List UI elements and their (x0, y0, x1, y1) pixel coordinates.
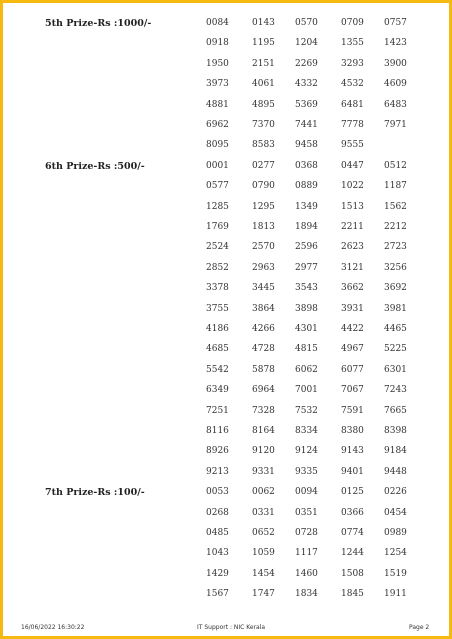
ticket-number: 5878 (252, 364, 275, 375)
ticket-number: 3981 (384, 303, 407, 314)
ticket-number: 3755 (206, 303, 229, 314)
ticket-number: 1117 (295, 548, 318, 559)
ticket-number: 0570 (295, 18, 318, 28)
ticket-number: 3931 (341, 303, 364, 314)
ticket-number: 2596 (295, 242, 318, 253)
ticket-number: 4061 (252, 79, 275, 90)
ticket-number: 4881 (206, 99, 229, 110)
ticket-number: 0366 (341, 507, 364, 518)
ticket-number: 3378 (206, 283, 229, 294)
ticket-number: 1244 (341, 548, 364, 559)
ticket-number: 6062 (295, 364, 318, 375)
ticket-number: 3293 (341, 58, 364, 69)
ticket-number: 3445 (252, 283, 275, 294)
ticket-number: 7001 (295, 385, 318, 396)
ticket-number: 1295 (252, 201, 275, 212)
ticket-number: 4332 (295, 79, 318, 90)
ticket-number: 3256 (384, 262, 407, 273)
ticket-number: 2269 (295, 58, 318, 69)
ticket-number: 0757 (384, 18, 407, 28)
ticket-number: 1513 (341, 201, 364, 212)
ticket-number: 0053 (206, 487, 229, 498)
ticket-number: 1950 (206, 58, 229, 69)
ticket-number: 2852 (206, 262, 229, 273)
ticket-number: 1508 (341, 568, 364, 579)
ticket-number: 2570 (252, 242, 275, 253)
ticket-number: 0351 (295, 507, 318, 518)
ticket-number: 0790 (252, 181, 275, 192)
ticket-number: 1834 (295, 589, 318, 600)
ticket-number: 4815 (295, 344, 318, 355)
ticket-number: 1254 (384, 548, 407, 559)
ticket-number: 1769 (206, 222, 229, 232)
ticket-number: 0277 (252, 160, 275, 171)
ticket-number: 8095 (206, 140, 229, 151)
ticket-number: 3898 (295, 303, 318, 314)
ticket-number: 6962 (206, 120, 229, 130)
ticket-number: 3864 (252, 303, 275, 314)
ticket-number: 0728 (295, 528, 318, 538)
ticket-number: 0084 (206, 18, 229, 28)
ticket-number: 4895 (252, 99, 275, 110)
ticket-number: 2963 (252, 262, 275, 273)
ticket-number: 1813 (252, 222, 275, 232)
ticket-number: 9335 (295, 466, 318, 477)
ticket-number: 4685 (206, 344, 229, 355)
ticket-number: 2211 (341, 222, 364, 232)
ticket-number: 1845 (341, 589, 364, 600)
prize-section-label: 7th Prize-Rs :100/- (45, 487, 145, 499)
ticket-number: 1460 (295, 568, 318, 579)
ticket-number: 4301 (295, 324, 318, 334)
ticket-number: 1195 (252, 38, 275, 49)
ticket-number: 3692 (384, 283, 407, 294)
ticket-number: 1187 (384, 181, 407, 192)
ticket-number: 3973 (206, 79, 229, 90)
ticket-number: 1562 (384, 201, 407, 212)
ticket-number: 7328 (252, 405, 275, 416)
ticket-number: 9143 (341, 446, 364, 457)
ticket-number: 8380 (341, 426, 364, 436)
ticket-number: 5542 (206, 364, 229, 375)
ticket-number: 0226 (384, 487, 407, 498)
ticket-number: 7971 (384, 120, 407, 130)
ticket-number: 1454 (252, 568, 275, 579)
ticket-number: 6077 (341, 364, 364, 375)
ticket-number: 9124 (295, 446, 318, 457)
ticket-number: 0143 (252, 18, 275, 28)
ticket-number: 0485 (206, 528, 229, 538)
ticket-number: 0652 (252, 528, 275, 538)
ticket-number: 4967 (341, 344, 364, 355)
ticket-number: 5225 (384, 344, 407, 355)
ticket-number: 9555 (341, 140, 364, 151)
footer-page-number: Page 2 (409, 624, 430, 631)
ticket-number: 1355 (341, 38, 364, 49)
ticket-number: 3662 (341, 283, 364, 294)
ticket-number: 9458 (295, 140, 318, 151)
ticket-number: 8583 (252, 140, 275, 151)
ticket-number: 7243 (384, 385, 407, 396)
ticket-number: 9331 (252, 466, 275, 477)
ticket-number: 1894 (295, 222, 318, 232)
ticket-number: 8116 (206, 426, 229, 436)
ticket-number: 8164 (252, 426, 275, 436)
ticket-number: 1059 (252, 548, 275, 559)
ticket-number: 0918 (206, 38, 229, 49)
ticket-number: 7067 (341, 385, 364, 396)
ticket-number: 1911 (384, 589, 407, 600)
ticket-number: 4532 (341, 79, 364, 90)
ticket-number: 2524 (206, 242, 229, 253)
ticket-number: 9213 (206, 466, 229, 477)
ticket-number: 8398 (384, 426, 407, 436)
ticket-number: 0577 (206, 181, 229, 192)
ticket-number: 1285 (206, 201, 229, 212)
ticket-number: 6301 (384, 364, 407, 375)
ticket-number: 4609 (384, 79, 407, 90)
ticket-number: 6481 (341, 99, 364, 110)
prize-section-label: 6th Prize-Rs :500/- (45, 160, 145, 172)
ticket-number: 2977 (295, 262, 318, 273)
ticket-number: 8334 (295, 426, 318, 436)
ticket-number: 7370 (252, 120, 275, 130)
ticket-number: 4465 (384, 324, 407, 334)
ticket-number: 0001 (206, 160, 229, 171)
ticket-number: 1429 (206, 568, 229, 579)
ticket-number: 9401 (341, 466, 364, 477)
ticket-number: 9448 (384, 466, 407, 477)
ticket-number: 3543 (295, 283, 318, 294)
ticket-number: 3121 (341, 262, 364, 273)
ticket-number: 6483 (384, 99, 407, 110)
ticket-number: 1043 (206, 548, 229, 559)
ticket-number: 0268 (206, 507, 229, 518)
ticket-number: 6964 (252, 385, 275, 396)
ticket-number: 0989 (384, 528, 407, 538)
ticket-number: 9120 (252, 446, 275, 457)
ticket-number: 2623 (341, 242, 364, 253)
footer-support: IT Support : NIC Kerala (197, 624, 266, 631)
ticket-number: 2723 (384, 242, 407, 253)
ticket-number: 0889 (295, 181, 318, 192)
ticket-number: 1022 (341, 181, 364, 192)
ticket-number: 9184 (384, 446, 407, 457)
ticket-number: 8926 (206, 446, 229, 457)
ticket-number: 0454 (384, 507, 407, 518)
prize-section-label: 5th Prize-Rs :1000/- (45, 18, 152, 29)
ticket-number: 5369 (295, 99, 318, 110)
ticket-number: 1349 (295, 201, 318, 212)
ticket-number: 2212 (384, 222, 407, 232)
ticket-number: 0512 (384, 160, 407, 171)
ticket-number: 0062 (252, 487, 275, 498)
ticket-number: 0774 (341, 528, 364, 538)
ticket-number: 7532 (295, 405, 318, 416)
ticket-number: 1747 (252, 589, 275, 600)
ticket-number: 2151 (252, 58, 275, 69)
ticket-number: 7778 (341, 120, 364, 130)
ticket-number: 7591 (341, 405, 364, 416)
ticket-number: 4266 (252, 324, 275, 334)
ticket-number: 7665 (384, 405, 407, 416)
ticket-number: 3900 (384, 58, 407, 69)
ticket-number: 4422 (341, 324, 364, 334)
ticket-number: 0447 (341, 160, 364, 171)
ticket-number: 0125 (341, 487, 364, 498)
ticket-number: 6349 (206, 385, 229, 396)
ticket-number: 1423 (384, 38, 407, 49)
ticket-number: 0709 (341, 18, 364, 28)
ticket-number: 0094 (295, 487, 318, 498)
ticket-number: 1204 (295, 38, 318, 49)
ticket-number: 1567 (206, 589, 229, 600)
ticket-number: 7441 (295, 120, 318, 130)
ticket-number: 4186 (206, 324, 229, 334)
ticket-number: 1519 (384, 568, 407, 579)
ticket-number: 4728 (252, 344, 275, 355)
ticket-number: 0368 (295, 160, 318, 171)
ticket-number: 7251 (206, 405, 229, 416)
footer-timestamp: 16/06/2022 16:30:22 (21, 624, 85, 631)
ticket-number: 0331 (252, 507, 275, 518)
